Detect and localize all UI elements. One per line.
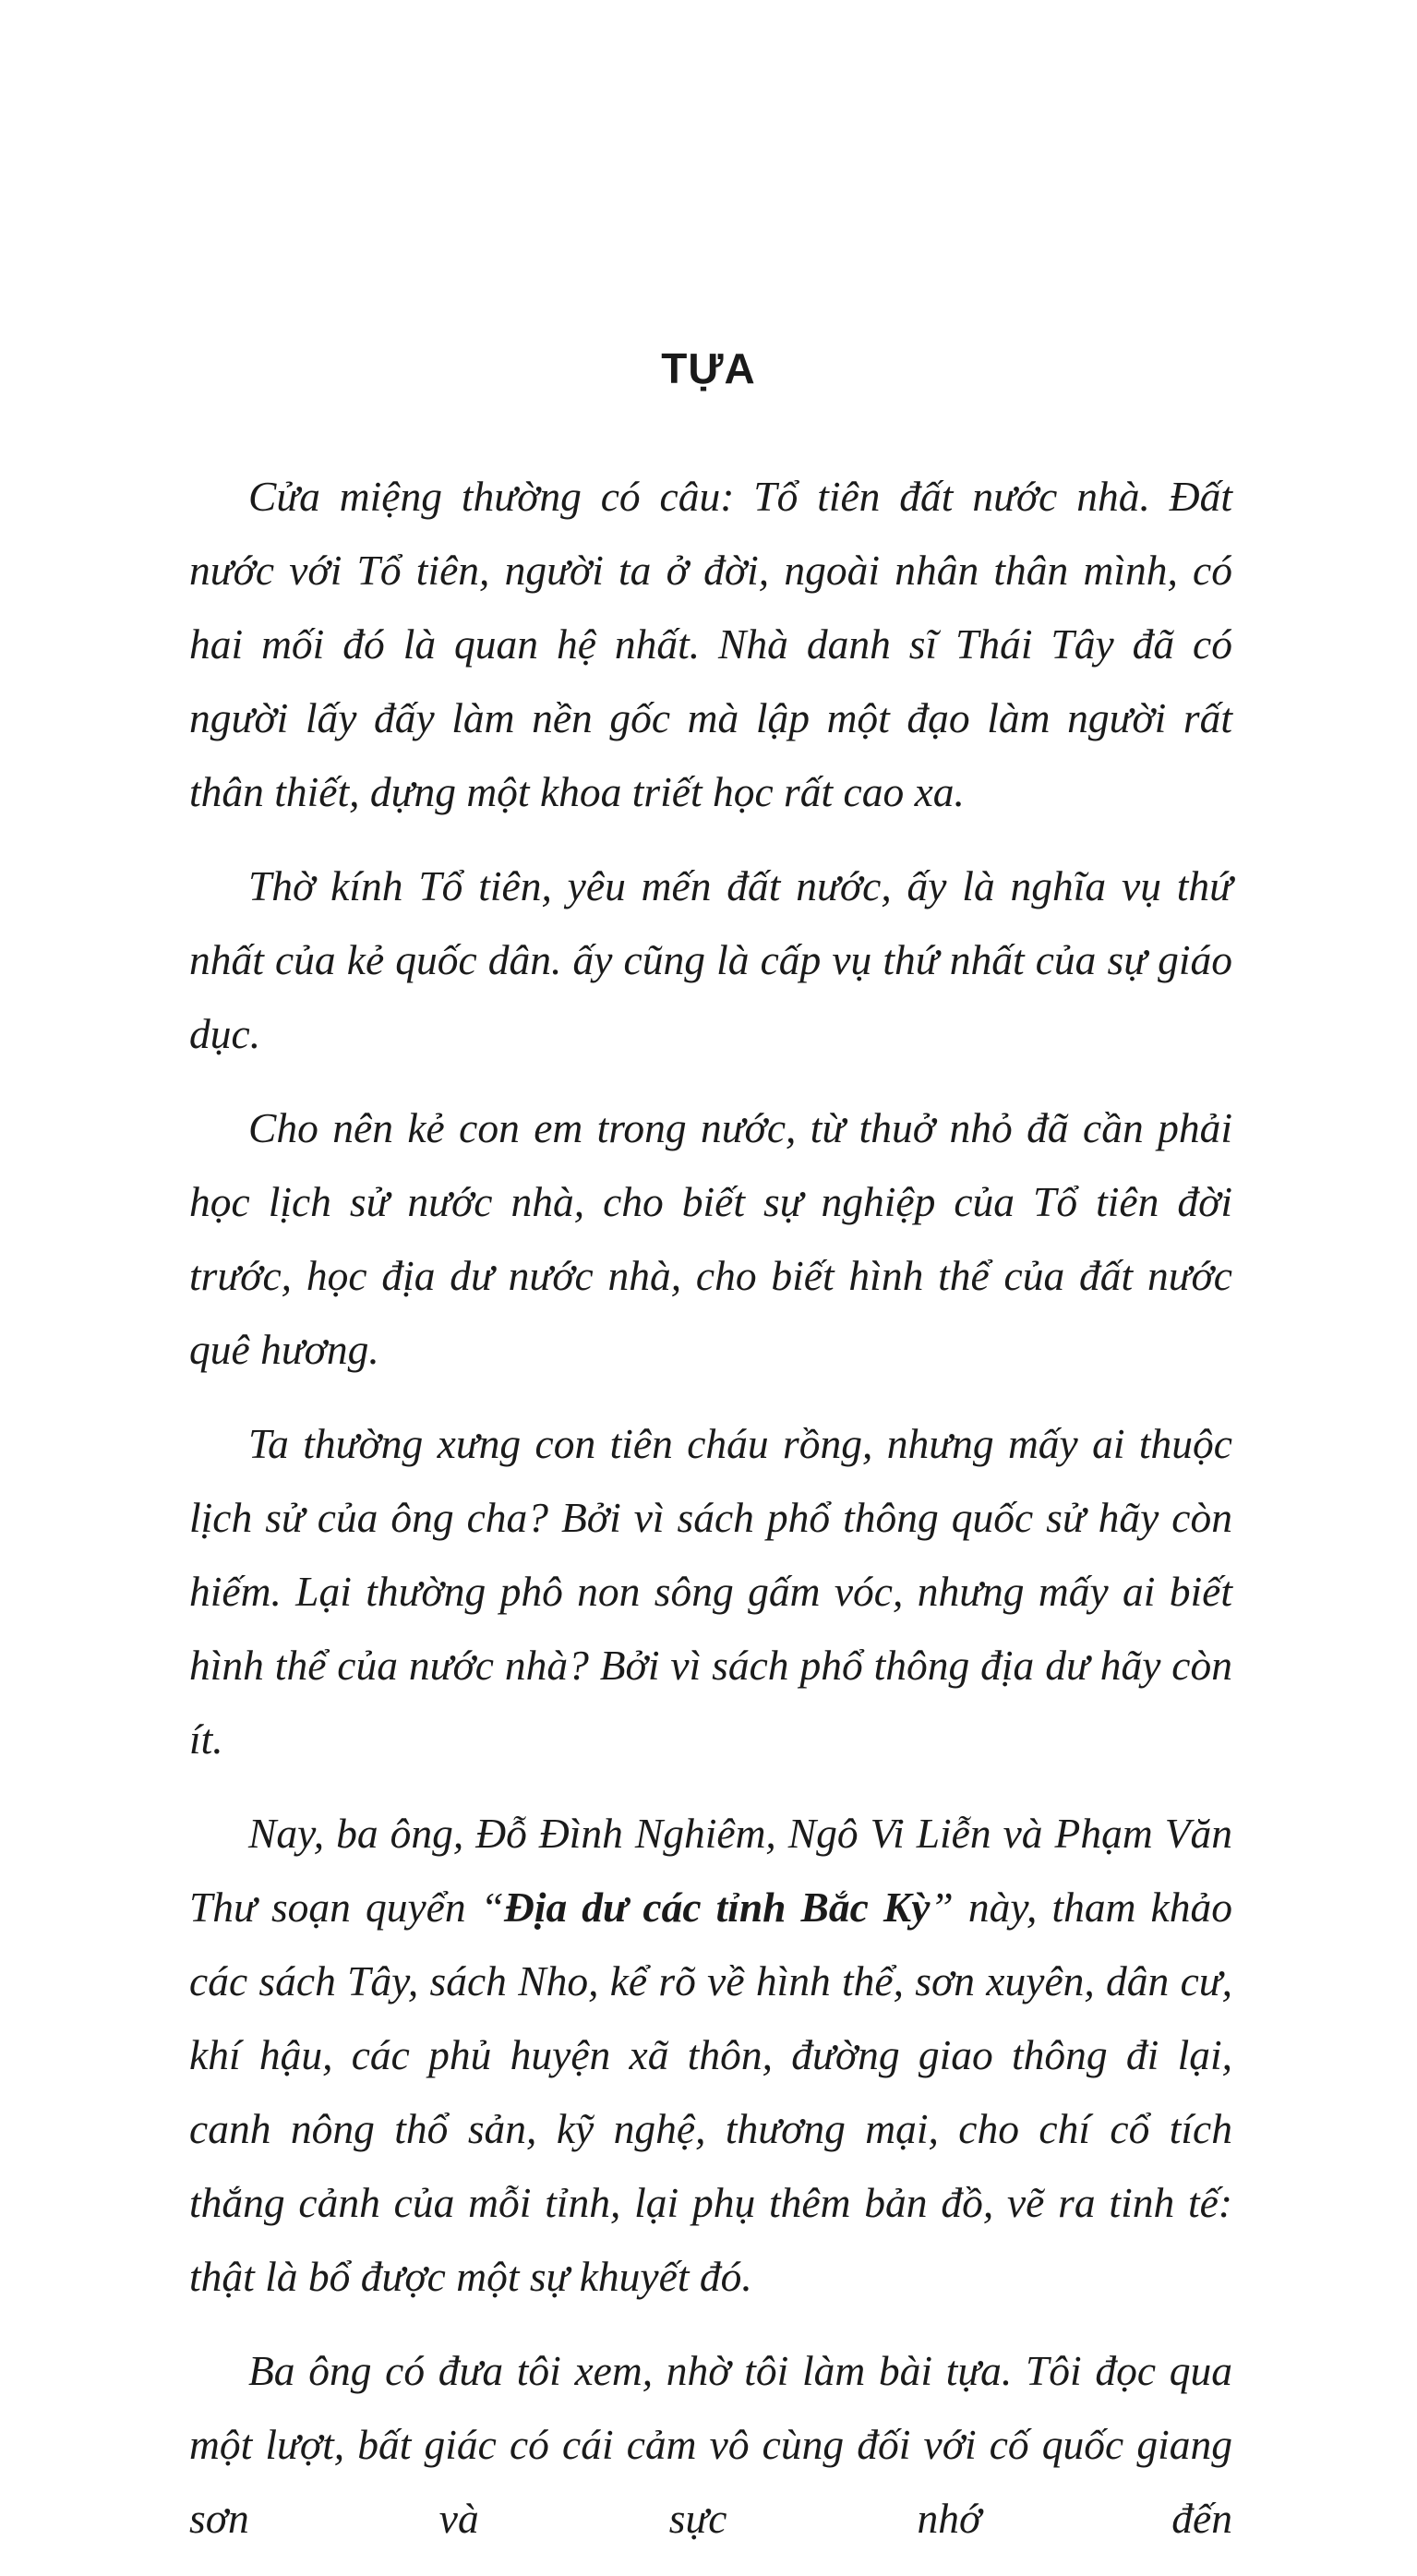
- paragraph-5: [189, 1797, 1232, 2314]
- paragraph-5-after: ” này, tham khảo các sách Tây, sách Nho, kể rõ về hình thể, sơn xuyên, dân cư, khí hậu, các phủ huyện xã thôn, đường giao thông đi lại, canh nông thổ sản, kỹ nghệ, thương mại, cho chí cổ tích thắng cảnh của mỗi tỉnh, lại phụ thêm bản đồ, vẽ ra tinh tế: thật là bổ được một sự khuyết đó.: [189, 1884, 1232, 2300]
- paragraph-2: Thờ kính Tổ tiên, yêu mến đất nước, ấy là nghĩa vụ thứ nhất của kẻ quốc dân. ấy cũng là cấp vụ thứ nhất của sự giáo dục.: [189, 862, 1232, 1057]
- paragraph-5-before: Nay, ba ông, Đỗ Đình Nghiêm, Ngô Vi Liễn và Phạm Văn Thư soạn quyển “: [189, 1810, 1232, 1931]
- preface-body: [189, 460, 1232, 2576]
- book-title: Địa dư các tỉnh Bắc Kỳ: [503, 1884, 931, 1931]
- paragraph-1: Cửa miệng thường có câu: Tổ tiên đất nước nhà. Đất nước với Tổ tiên, người ta ở đời, ngoài nhân thân mình, có hai mối đó là quan hệ nhất. Nhà danh sĩ Thái Tây đã có người lấy đấy làm nền gốc mà lập một đạo làm người rất thân thiết, dựng một khoa triết học rất cao xa.: [189, 473, 1232, 815]
- page-heading: TỰA: [661, 344, 756, 392]
- paragraph-6: Ba ông có đưa tôi xem, nhờ tôi làm bài tựa. Tôi đọc qua một lượt, bất giác có cái cảm vô cùng đối với cố quốc giang sơn và sực nhớ đến: [189, 2347, 1232, 2542]
- paragraph-4: Ta thường xưng con tiên cháu rồng, nhưng mấy ai thuộc lịch sử của ông cha? Bởi vì sách phổ thông quốc sử hãy còn hiếm. Lại thường phô non sông gấm vóc, nhưng mấy ai biết hình thể của nước nhà? Bởi vì sách phổ thông địa dư hãy còn ít.: [189, 1420, 1232, 1763]
- paragraph-3: Cho nên kẻ con em trong nước, từ thuở nhỏ đã cần phải học lịch sử nước nhà, cho biết sự nghiệp của Tổ tiên đời trước, học địa dư nước nhà, cho biết hình thể của đất nước quê hương.: [189, 1104, 1232, 1373]
